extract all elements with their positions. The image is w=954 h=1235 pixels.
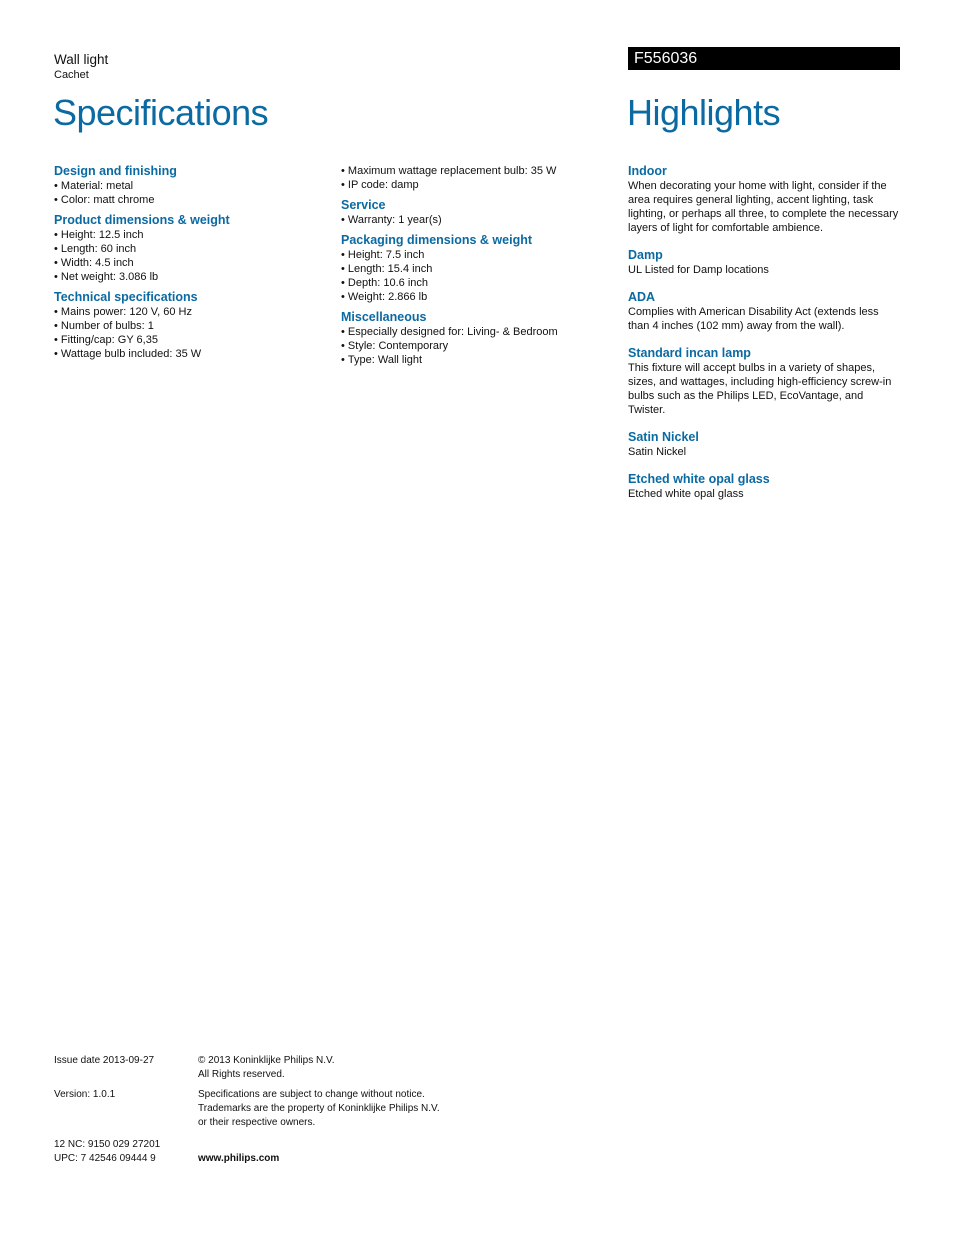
version: Version: 1.0.1 [54,1089,116,1100]
spec-item: • Warranty: 1 year(s) [341,213,601,227]
highlight-heading: Indoor [628,164,667,178]
spec-section-packaging [341,233,601,304]
issue-date: Issue date 2013-09-27 [54,1055,155,1066]
section-heading: Product dimensions & weight [54,213,230,227]
highlight-satin-nickel [628,430,900,459]
highlights-title: Highlights [627,92,781,133]
spec-item: • Fitting/cap: GY 6,35 [54,333,314,347]
spec-item: • Style: Contemporary [341,339,601,353]
spec-item: • Wattage bulb included: 35 W [54,347,314,361]
spec-section-dimensions [54,213,314,284]
section-heading: Design and finishing [54,164,177,178]
highlights-column [628,164,900,514]
spec-item: • Weight: 2.866 lb [341,290,601,304]
highlight-damp [628,248,900,277]
rights-reserved: All Rights reserved. [198,1069,285,1080]
philips-website-link[interactable]: www.philips.com [198,1153,280,1164]
highlight-text: Complies with American Disability Act (extends less than 4 inches (102 mm) away from the wall). [628,306,879,332]
spec-item: • Especially designed for: Living- & Bedroom [341,325,601,339]
upc-number: UPC: 7 42546 09444 9 [54,1153,156,1164]
highlight-text: Etched white opal glass [628,488,744,500]
spec-column-2 [341,164,601,373]
spec-item: • Number of bulbs: 1 [54,319,314,333]
highlight-text: This fixture will accept bulbs in a variety of shapes, sizes, and wattages, including high-efficiency screw-in bulbs such as the Philips LED, EcoVantage, and Twister. [628,362,892,416]
spec-item: • Width: 4.5 inch [54,256,314,270]
highlight-ada [628,290,900,333]
section-heading: Technical specifications [54,290,198,304]
specifications-title: Specifications [53,92,269,133]
section-heading: Miscellaneous [341,310,427,324]
spec-item: • Depth: 10.6 inch [341,276,601,290]
spec-item: • Height: 12.5 inch [54,228,314,242]
spec-section-design [54,164,314,207]
spec-item: • Maximum wattage replacement bulb: 35 W [341,164,601,178]
spec-section-miscellaneous [341,310,601,367]
section-heading: Packaging dimensions & weight [341,233,533,247]
notice-line: Trademarks are the property of Koninklijke Philips N.V. [198,1103,440,1114]
highlight-standard-incan-lamp [628,346,900,417]
spec-item: • Mains power: 120 V, 60 Hz [54,305,314,319]
highlight-heading: ADA [628,290,656,304]
highlight-text: Satin Nickel [628,446,687,458]
product-type: Wall light [54,52,109,67]
spec-item: • Color: matt chrome [54,193,314,207]
notice-line: or their respective owners. [198,1117,316,1128]
highlight-indoor [628,164,900,235]
highlight-etched-glass [628,472,900,501]
highlight-heading: Etched white opal glass [628,472,770,486]
spec-item: • Length: 15.4 inch [341,262,601,276]
copyright: © 2013 Koninklijke Philips N.V. [198,1055,335,1066]
highlight-text: UL Listed for Damp locations [628,264,769,276]
spec-item: • Material: metal [54,179,314,193]
highlight-heading: Damp [628,248,663,262]
spec-section-technical [54,290,314,361]
nc-number: 12 NC: 9150 029 27201 [54,1139,161,1150]
spec-item: • Length: 60 inch [54,242,314,256]
spec-section-technical-continued [341,164,601,192]
spec-item: • Height: 7.5 inch [341,248,601,262]
highlight-text: When decorating your home with light, consider if the area requires general lighting, accent lighting, task lighting, or perhaps all three, to complete the necessary layers of light for comfortable ambience. [628,180,899,234]
spec-column-1 [54,164,314,367]
highlight-heading: Satin Nickel [628,430,699,444]
spec-section-service [341,198,601,227]
spec-item: • Type: Wall light [341,353,601,367]
spec-item: • Net weight: 3.086 lb [54,270,314,284]
product-name: Cachet [54,69,89,81]
notice-line: Specifications are subject to change without notice. [198,1089,425,1100]
highlight-heading: Standard incan lamp [628,346,751,360]
section-heading: Service [341,198,386,212]
product-code-badge: F556036 [628,47,900,70]
spec-item: • IP code: damp [341,178,601,192]
